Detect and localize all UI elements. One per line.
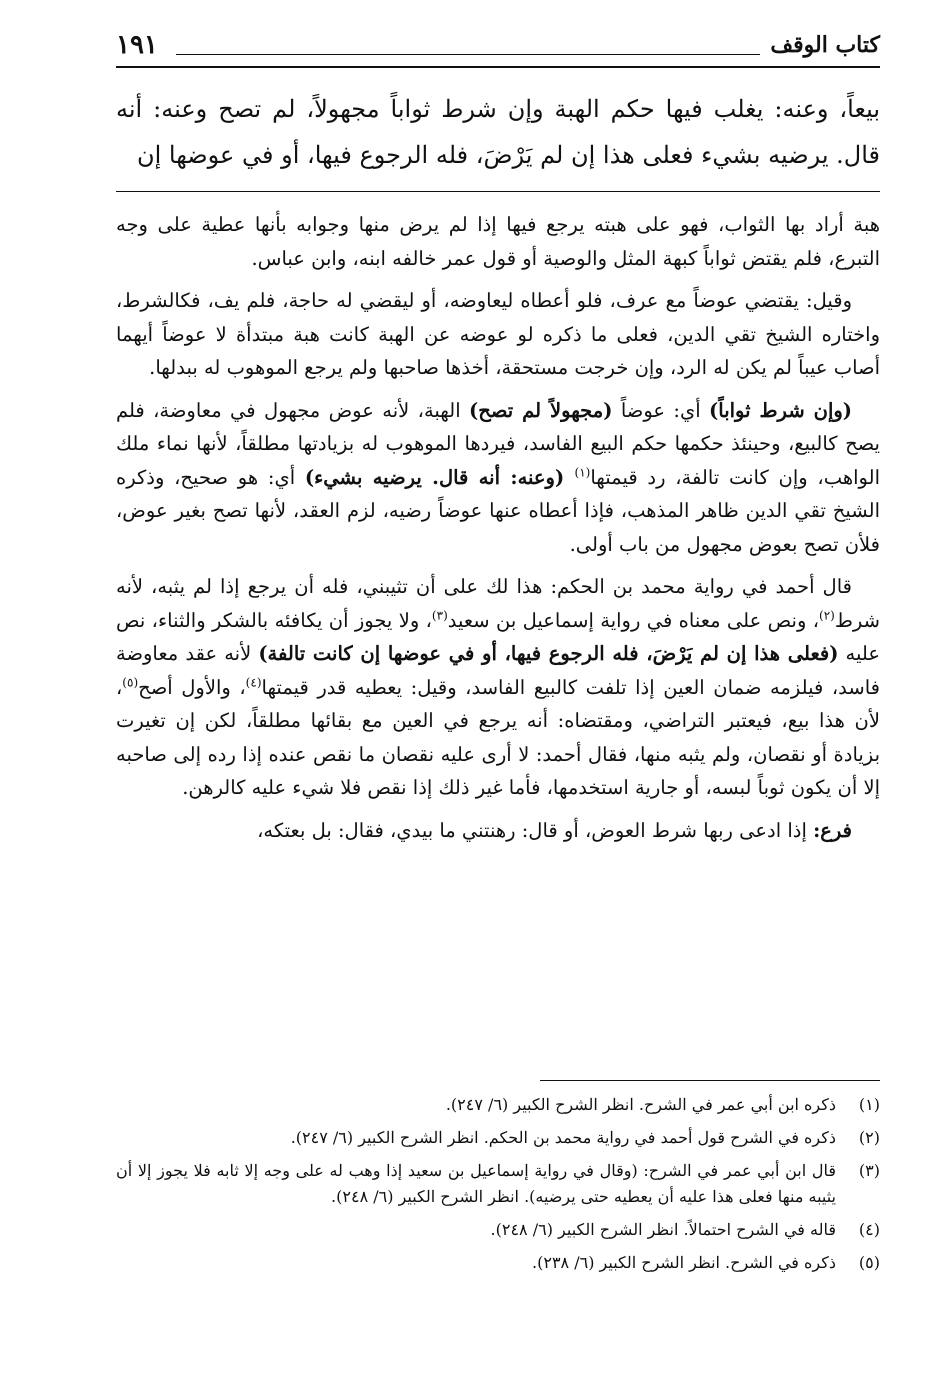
header-divider bbox=[176, 54, 760, 55]
commentary-text: إذا ادعى ربها شرط العوض، أو قال: رهنتني ما بيدي، فقال: بل بعتكه، bbox=[257, 818, 814, 842]
footnote-number: (٣) bbox=[858, 1161, 880, 1180]
footnote-number: (١) bbox=[858, 1095, 880, 1114]
footnote-ref-3[interactable]: (٣) bbox=[431, 608, 448, 622]
footnote-number: (٤) bbox=[858, 1220, 880, 1239]
commentary-paragraph-3 bbox=[116, 394, 880, 562]
footnote-text: قال ابن أبي عمر في الشرح: (وقال في رواية إسماعيل بن سعيد إذا وهب له على وجه إلا ثابه فلا يجوز إلا أن يثيبه منها فعلى هذا عليه أن يعطيه حتى يرضيه). انظر الشرح الكبير (٦/ ٢٤٨). bbox=[116, 1161, 836, 1206]
footnote-ref-2[interactable]: (٢) bbox=[819, 608, 835, 622]
quoted-matn: (وإن شرط ثواباً) bbox=[709, 398, 853, 422]
matn-separator bbox=[116, 191, 880, 192]
commentary-text: أي: عوضاً bbox=[612, 398, 710, 422]
header-rule bbox=[116, 66, 880, 68]
footnotes-list bbox=[116, 1092, 880, 1283]
running-title: كتاب الوقف bbox=[770, 32, 880, 58]
footnote-text: ذكره ابن أبي عمر في الشرح. انظر الشرح الكبير (٦/ ٢٤٧). bbox=[445, 1095, 836, 1114]
page-header bbox=[116, 30, 880, 66]
commentary-paragraph-5 bbox=[116, 814, 880, 848]
matn-text: بيعاً، وعنه: يغلب فيها حكم الهبة وإن شرط ثواباً مجهولاً، لم تصح وعنه: أنه قال. يرضيه بشيء فعلى هذا إن لم يَرْضَ، فله الرجوع فيها، أو في عوضها إن bbox=[116, 95, 880, 169]
footnote-item bbox=[116, 1125, 880, 1151]
footnote-item bbox=[116, 1158, 880, 1210]
commentary-text: أي: هو صحيح، وذكره الشيخ تقي الدين ظاهر المذهب، فإذا أعطاه عنها عوضاً رضيه، لزم العقد، لأنها تصح بغير عوض، فلأن تصح بعوض مجهول من باب أولى. bbox=[116, 465, 880, 556]
commentary-paragraph-2: وقيل: يقتضي عوضاً مع عرف، فلو أعطاه ليعاوضه، أو ليقضي له حاجة، فلم يف، فكالشرط، واختاره الشيخ تقي الدين، فعلى ما ذكره لو عوضه عن الهبة كانت هبة مبتدأة لا عوضاً أيهما أصاب عيباً لم يكن له الرد، وإن خرجت مستحقة، أخذها صاحبها ولم يرجع الموهوب له ببدلها. bbox=[116, 289, 880, 379]
footnote-text: ذكره في الشرح. انظر الشرح الكبير (٦/ ٢٣٨). bbox=[532, 1253, 836, 1272]
footnote-number: (٢) bbox=[858, 1128, 880, 1147]
commentary bbox=[116, 208, 880, 856]
footnote-number: (٥) bbox=[858, 1253, 880, 1272]
footnote-ref-4[interactable]: (٤) bbox=[245, 675, 262, 689]
footnote-item bbox=[116, 1092, 880, 1118]
quoted-matn: (وعنه: أنه قال. يرضيه بشيء) bbox=[304, 465, 575, 489]
page-number: ١٩١ bbox=[116, 30, 158, 60]
footnote-ref-5[interactable]: (٥) bbox=[122, 675, 139, 689]
commentary-text: قال أحمد في رواية محمد بن الحكم: هذا لك على أن تثيبني، فله أن يرجع إذا لم يثبه، لأنه شرط bbox=[116, 575, 880, 632]
commentary-text: ، ونص على معناه في رواية إسماعيل بن سعيد bbox=[447, 608, 820, 632]
footnote-item bbox=[116, 1250, 880, 1276]
quoted-matn: (فعلى هذا إن لم يَرْضَ، فله الرجوع فيها، أو في عوضها إن كانت تالفة) bbox=[258, 642, 839, 665]
footnote-ref-1[interactable]: (١) bbox=[574, 465, 591, 479]
footnote-text: ذكره في الشرح قول أحمد في رواية محمد بن الحكم. انظر الشرح الكبير (٦/ ٢٤٧). bbox=[290, 1128, 836, 1147]
commentary-text: ، ولا يجوز أن يكافئه بالشكر والثناء، نص عليه bbox=[116, 608, 880, 665]
branch-label: فرع: bbox=[813, 818, 852, 842]
commentary-text: لأنه عقد معاوضة فاسد، فيلزمه ضمان العين إذا تلفت كالبيع الفاسد، وقيل: يعطيه قدر قيمتها bbox=[116, 642, 880, 699]
commentary-text: الهبة، لأنه عوض مجهول في معاوضة، فلم يصح كالبيع، وحينئذ حكمها حكم البيع الفاسد، فيردها الموهوب له بزيادتها مطلقاً، لأنها نماء ملك الواهب، وإن كانت تالفة، رد قيمتها bbox=[116, 398, 880, 489]
commentary-text: ، والأول أصح bbox=[138, 675, 246, 699]
quoted-matn: (مجهولاً لم تصح) bbox=[469, 398, 613, 422]
commentary-paragraph-1: هبة أراد بها الثواب، فهو على هبته يرجع فيها إذا لم يرض منها وجوابه بأنها عطية على وجه التبرع، فلم يقتض ثواباً كبهة المثل والوصية أو قول عمر خالفه ابنه، وابن عباس. bbox=[116, 213, 880, 270]
commentary-text: ، لأن هذا بيع، فيعتبر التراضي، ومقتضاه: أنه يرجع في العين مع بقائها مطلقاً، لكن إن تغيرت بزيادة أو نقصان، ولم يثبه منها، فقال أحمد: لا أرى عليه نقصان ما نقص عنده إذا رده إلى صاحبه إلا أن يكون ثوباً لبسه، أو جارية استخدمها، فأما غير ذلك إذا نقص فلا شيء عليه كالرهن. bbox=[116, 675, 880, 799]
footnote-item bbox=[116, 1217, 880, 1243]
footnote-text: قاله في الشرح احتمالاً. انظر الشرح الكبير (٦/ ٢٤٨). bbox=[490, 1220, 836, 1239]
commentary-paragraph-4 bbox=[116, 570, 880, 805]
footnote-separator bbox=[540, 1080, 880, 1081]
